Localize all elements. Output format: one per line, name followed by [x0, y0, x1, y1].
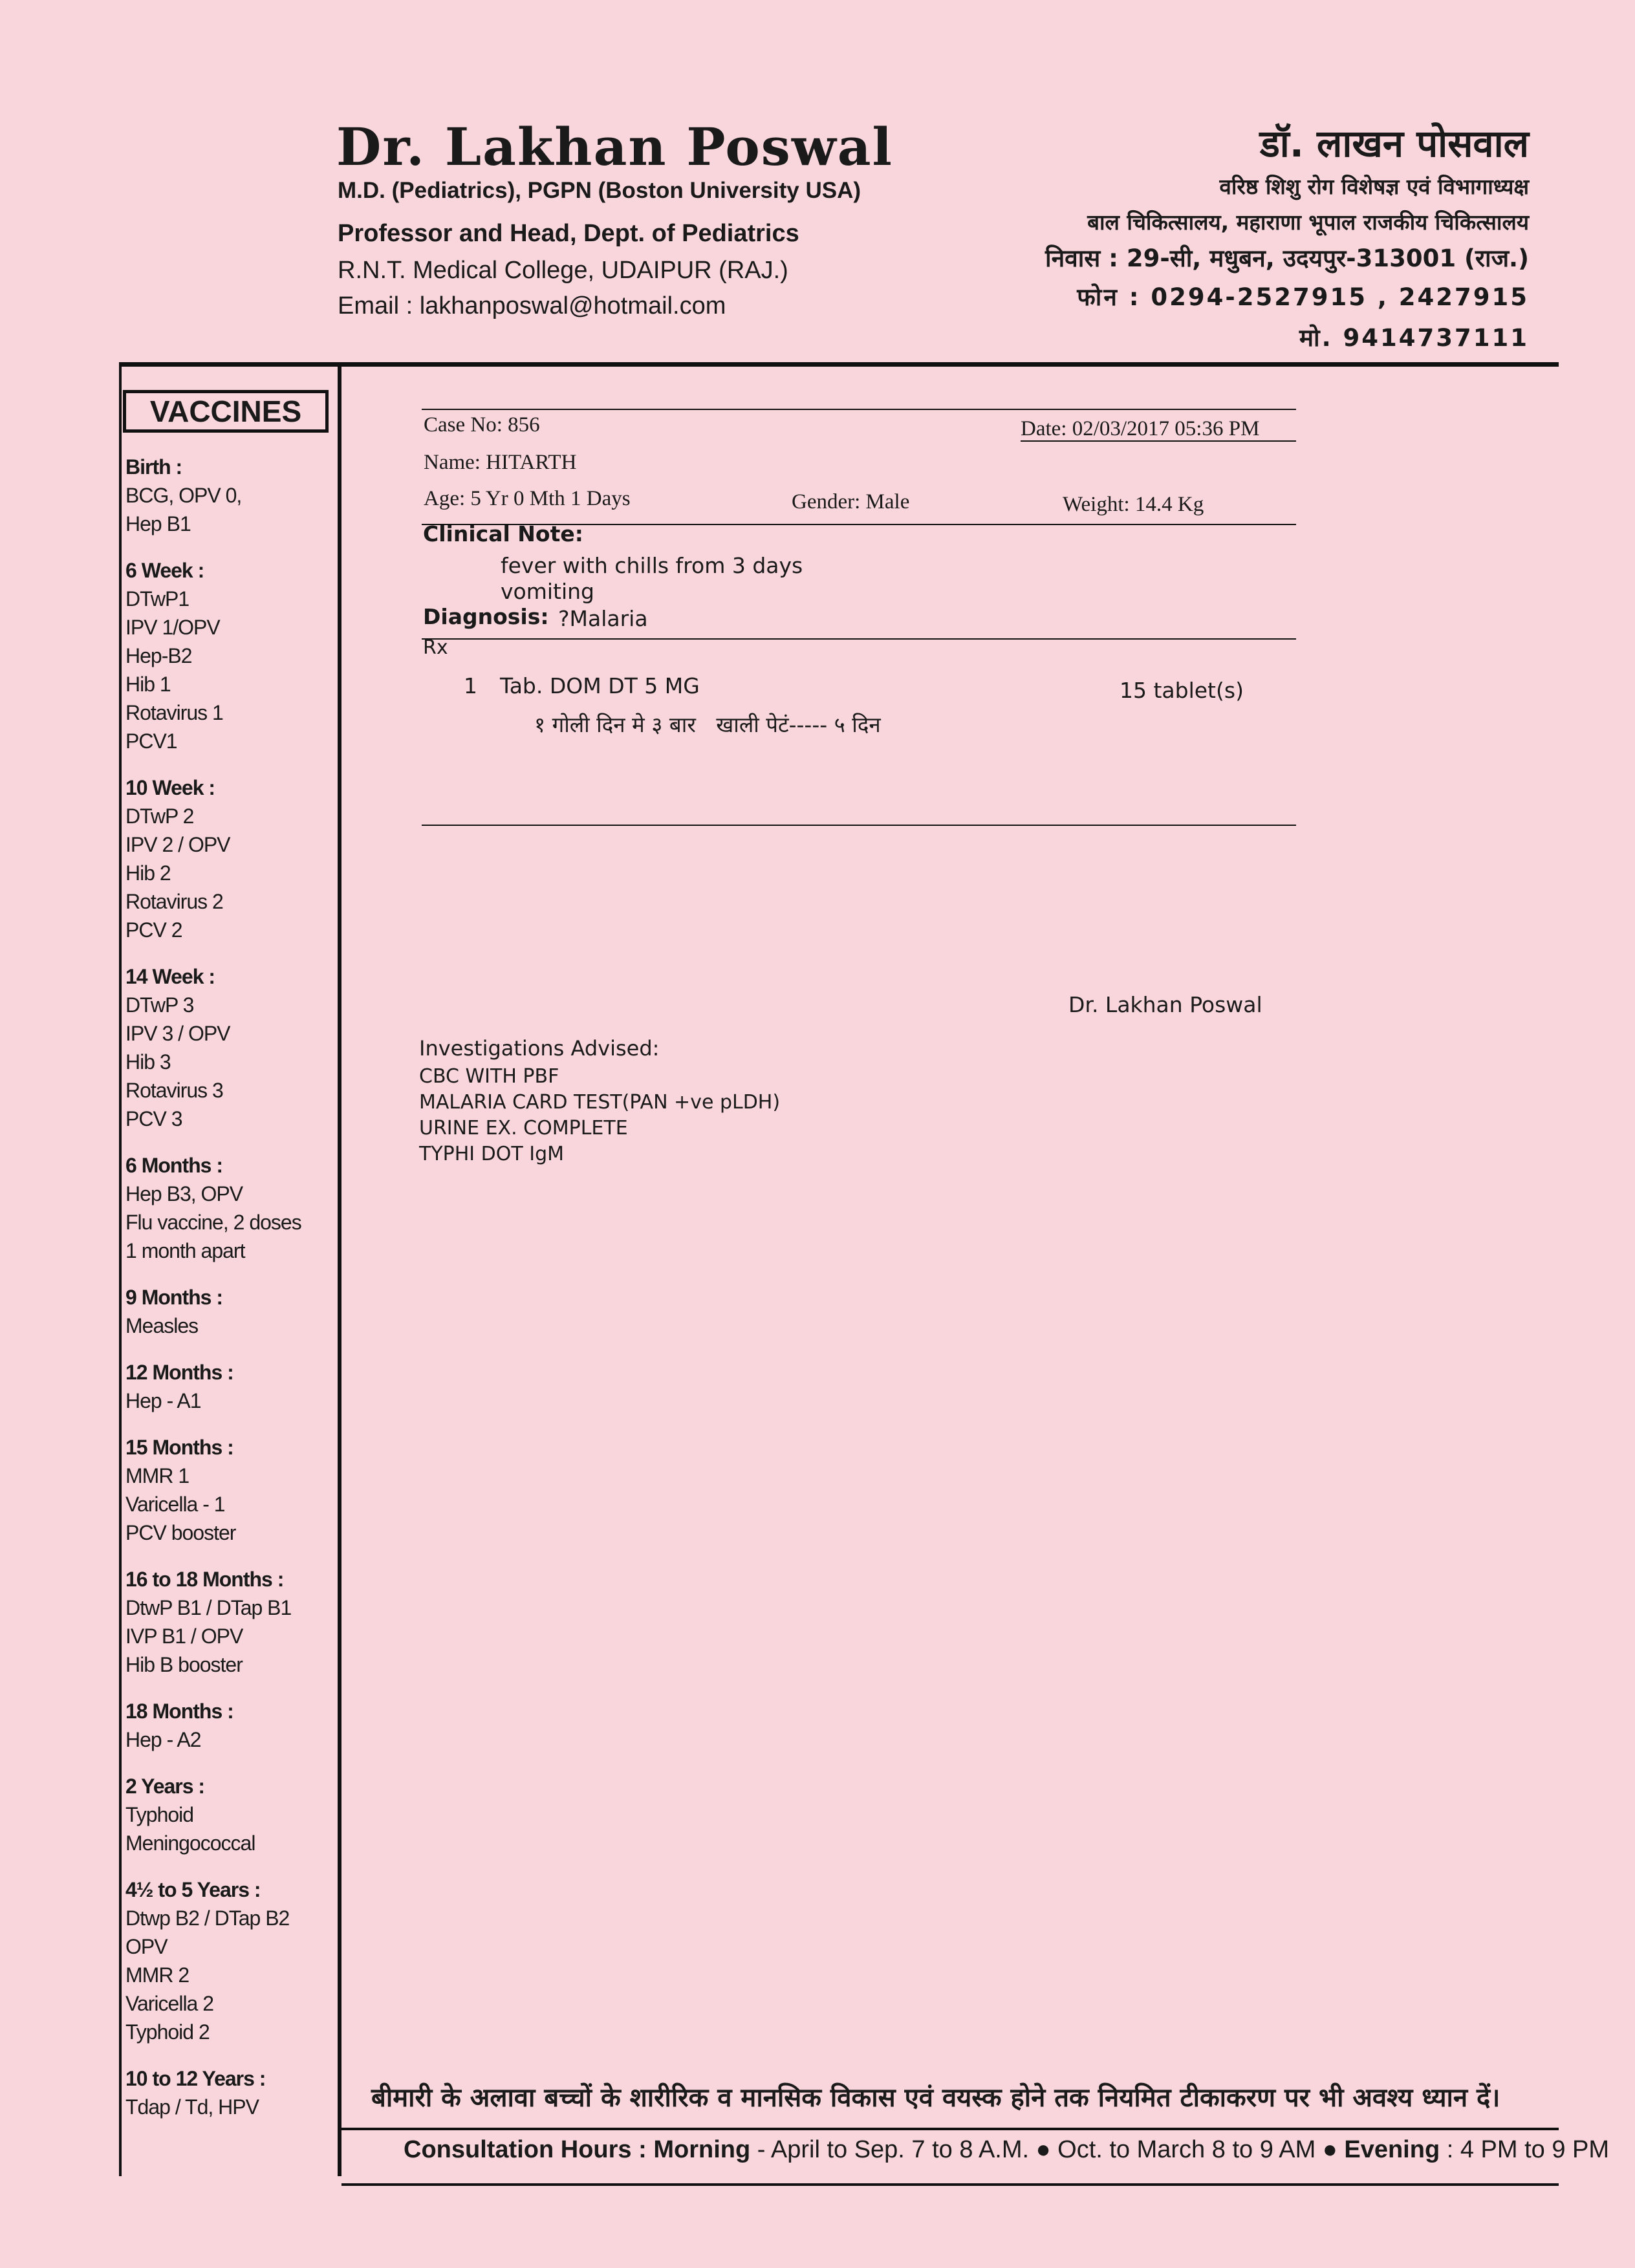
vaccine-group	[125, 1358, 345, 1415]
hindi-address: निवास : 29-सी, मधुबन, उदयपुर-313001 (राज.)	[1045, 244, 1529, 272]
signature: Dr. Lakhan Poswal	[1068, 992, 1262, 1017]
vaccine-item: Typhoid 2	[125, 2020, 210, 2044]
footer-divider-top	[341, 2128, 1559, 2130]
patient-age: Age: 5 Yr 0 Mth 1 Days	[424, 487, 631, 510]
vaccine-item: DTwP 2	[125, 805, 194, 828]
vaccine-item: Rotavirus 2	[125, 890, 223, 913]
vaccine-item: IPV 2 / OPV	[125, 833, 230, 856]
medicine-quantity: 15 tablet(s)	[1120, 678, 1244, 703]
vaccine-item: Hib 1	[125, 673, 171, 696]
vaccine-group	[125, 1283, 345, 1340]
doctor-position: Professor and Head, Dept. of Pediatrics	[338, 220, 799, 247]
clinical-note-line: vomiting	[501, 579, 595, 604]
vaccine-group-heading: 10 to 12 Years :	[125, 2067, 266, 2090]
vaccines-title: VACCINES	[123, 390, 329, 433]
vaccine-item: 1 month apart	[125, 1239, 245, 1262]
vaccine-item: Hep - A2	[125, 1728, 201, 1751]
diagnosis-label: Diagnosis:	[423, 604, 549, 629]
vaccine-item: Hep - A1	[125, 1389, 201, 1412]
vaccine-group-heading: 16 to 18 Months :	[125, 1568, 284, 1591]
college-name: R.N.T. Medical College, UDAIPUR (RAJ.)	[338, 257, 788, 284]
hours-label: Consultation Hours :	[404, 2136, 647, 2163]
vaccine-item: Flu vaccine, 2 doses	[125, 1211, 301, 1234]
patient-gender: Gender: Male	[792, 490, 910, 513]
vaccine-item: Typhoid	[125, 1803, 194, 1826]
morning-hours: - April to Sep. 7 to 8 A.M. ● Oct. to March 8 to 9 AM ●	[757, 2136, 1337, 2163]
vaccine-item: Meningococcal	[125, 1831, 255, 1855]
vaccine-group	[125, 1433, 345, 1547]
investigations-list	[419, 1064, 780, 1167]
investigations-label: Investigations Advised:	[419, 1036, 660, 1061]
vaccine-group	[125, 962, 345, 1133]
vaccine-group	[125, 1151, 345, 1265]
vaccine-item: BCG, OPV 0,	[125, 484, 242, 507]
vaccine-item: MMR 2	[125, 1963, 189, 1987]
vaccine-item: PCV 3	[125, 1107, 182, 1130]
vaccine-item: Hep B3, OPV	[125, 1182, 243, 1205]
hindi-phone: फोन : 0294-2527915 , 2427915	[1077, 283, 1529, 311]
investigation-item: URINE EX. COMPLETE	[419, 1117, 628, 1139]
clinical-note-line: fever with chills from 3 days	[501, 553, 803, 578]
vaccine-item: PCV 2	[125, 918, 182, 942]
medicine-dosage: १ गोली दिन मे ३ बार खाली पेटं----- ५ दिन	[534, 712, 881, 737]
vaccine-group-heading: 12 Months :	[125, 1361, 233, 1384]
vaccine-item: Hep B1	[125, 512, 191, 535]
vaccine-item: DTwP 3	[125, 993, 194, 1017]
vaccine-group-heading: 10 Week :	[125, 776, 215, 799]
header-divider	[119, 362, 1559, 367]
vaccine-group-heading: 6 Months :	[125, 1154, 222, 1177]
medicine-number: 1	[464, 673, 477, 698]
medicine-name: Tab. DOM DT 5 MG	[500, 673, 700, 698]
vaccine-item: IVP B1 / OPV	[125, 1625, 243, 1648]
vaccine-item: Rotavirus 3	[125, 1079, 223, 1102]
vaccine-schedule	[125, 453, 345, 2139]
rx-symbol: Rx	[423, 636, 448, 659]
clinical-note-label: Clinical Note:	[423, 521, 583, 546]
vaccine-item: IPV 1/OPV	[125, 616, 220, 639]
vaccine-group-heading: 2 Years :	[125, 1775, 205, 1798]
rx-header-rule	[1021, 440, 1296, 442]
hindi-doctor-name: डॉ. लाखन पोसवाल	[1259, 122, 1529, 166]
rx-top-rule	[422, 409, 1296, 410]
vaccine-group	[125, 1772, 345, 1857]
vaccine-group-heading: 4½ to 5 Years :	[125, 1878, 261, 1901]
diagnosis-value: ?Malaria	[558, 606, 648, 631]
patient-weight: Weight: 14.4 Kg	[1063, 493, 1204, 516]
visit-date: Date: 02/03/2017 05:36 PM	[1021, 417, 1260, 440]
vaccine-group-heading: 14 Week :	[125, 965, 215, 988]
vaccine-group	[125, 773, 345, 944]
doctor-name: Dr. Lakhan Poswal	[336, 116, 893, 177]
footer-divider-bottom	[341, 2183, 1559, 2186]
diagnosis-rule	[422, 638, 1296, 640]
vaccine-item: OPV	[125, 1935, 168, 1958]
vaccine-item: Hib 2	[125, 861, 171, 885]
vaccine-group-heading: 15 Months :	[125, 1436, 233, 1459]
vaccine-group-heading: 6 Week :	[125, 559, 204, 582]
vaccine-item: Dtwp B2 / DTap B2	[125, 1906, 290, 1930]
vaccine-group	[125, 1565, 345, 1679]
doctor-email: Email : lakhanposwal@hotmail.com	[338, 292, 726, 319]
case-number: Case No: 856	[424, 413, 540, 437]
vaccine-item: Rotavirus 1	[125, 701, 223, 724]
vaccine-item: DTwP1	[125, 587, 189, 610]
vaccine-item: Hib B booster	[125, 1653, 243, 1676]
hindi-hospital: बाल चिकित्सालय, महाराणा भूपाल राजकीय चिकित्सालय	[1087, 210, 1529, 235]
vaccine-group	[125, 453, 345, 538]
vaccine-group-heading: Birth :	[125, 455, 182, 479]
consultation-hours	[404, 2136, 1609, 2164]
footer-hindi-note: बीमारी के अलावा बच्चों के शारीरिक व मानसिक विकास एवं वयस्क होने तक नियमित टीकाकरण पर भी अवश्य ध्यान दें।	[371, 2083, 1500, 2113]
vaccine-group-heading: 18 Months :	[125, 1700, 233, 1723]
vaccine-group	[125, 1697, 345, 1754]
vaccine-item: MMR 1	[125, 1464, 189, 1487]
investigation-item: MALARIA CARD TEST(PAN +ve pLDH)	[419, 1091, 781, 1114]
vaccine-group-heading: 9 Months :	[125, 1286, 222, 1309]
sidebar-left-edge	[119, 365, 122, 2176]
patient-name: Name: HITARTH	[424, 451, 577, 474]
vaccine-item: PCV booster	[125, 1521, 236, 1544]
vaccine-item: Tdap / Td, HPV	[125, 2095, 259, 2119]
vaccine-group	[125, 2064, 345, 2121]
investigation-item: TYPHI DOT IgM	[419, 1143, 565, 1165]
evening-hours: : 4 PM to 9 PM	[1446, 2136, 1610, 2163]
vaccine-group	[125, 1875, 345, 2046]
vaccine-item: Hep-B2	[125, 644, 192, 667]
doctor-qualification: M.D. (Pediatrics), PGPN (Boston University USA)	[338, 178, 861, 203]
vaccine-item: IPV 3 / OPV	[125, 1022, 230, 1045]
vaccine-group	[125, 556, 345, 755]
vaccine-item: Varicella 2	[125, 1992, 214, 2015]
morning-label: Morning	[653, 2136, 751, 2163]
rx-bottom-rule	[422, 825, 1296, 826]
hindi-position: वरिष्ठ शिशु रोग विशेषज्ञ एवं विभागाध्यक्ष	[1219, 174, 1529, 199]
vaccine-item: Varicella - 1	[125, 1493, 225, 1516]
investigation-item: CBC WITH PBF	[419, 1065, 559, 1088]
vaccine-item: Hib 3	[125, 1050, 171, 1074]
vaccine-item: PCV1	[125, 729, 177, 753]
vaccine-item: Measles	[125, 1314, 199, 1337]
hindi-mobile: मो. 9414737111	[1299, 324, 1529, 352]
vaccine-item: DtwP B1 / DTap B1	[125, 1596, 292, 1619]
evening-label: Evening	[1344, 2136, 1440, 2163]
